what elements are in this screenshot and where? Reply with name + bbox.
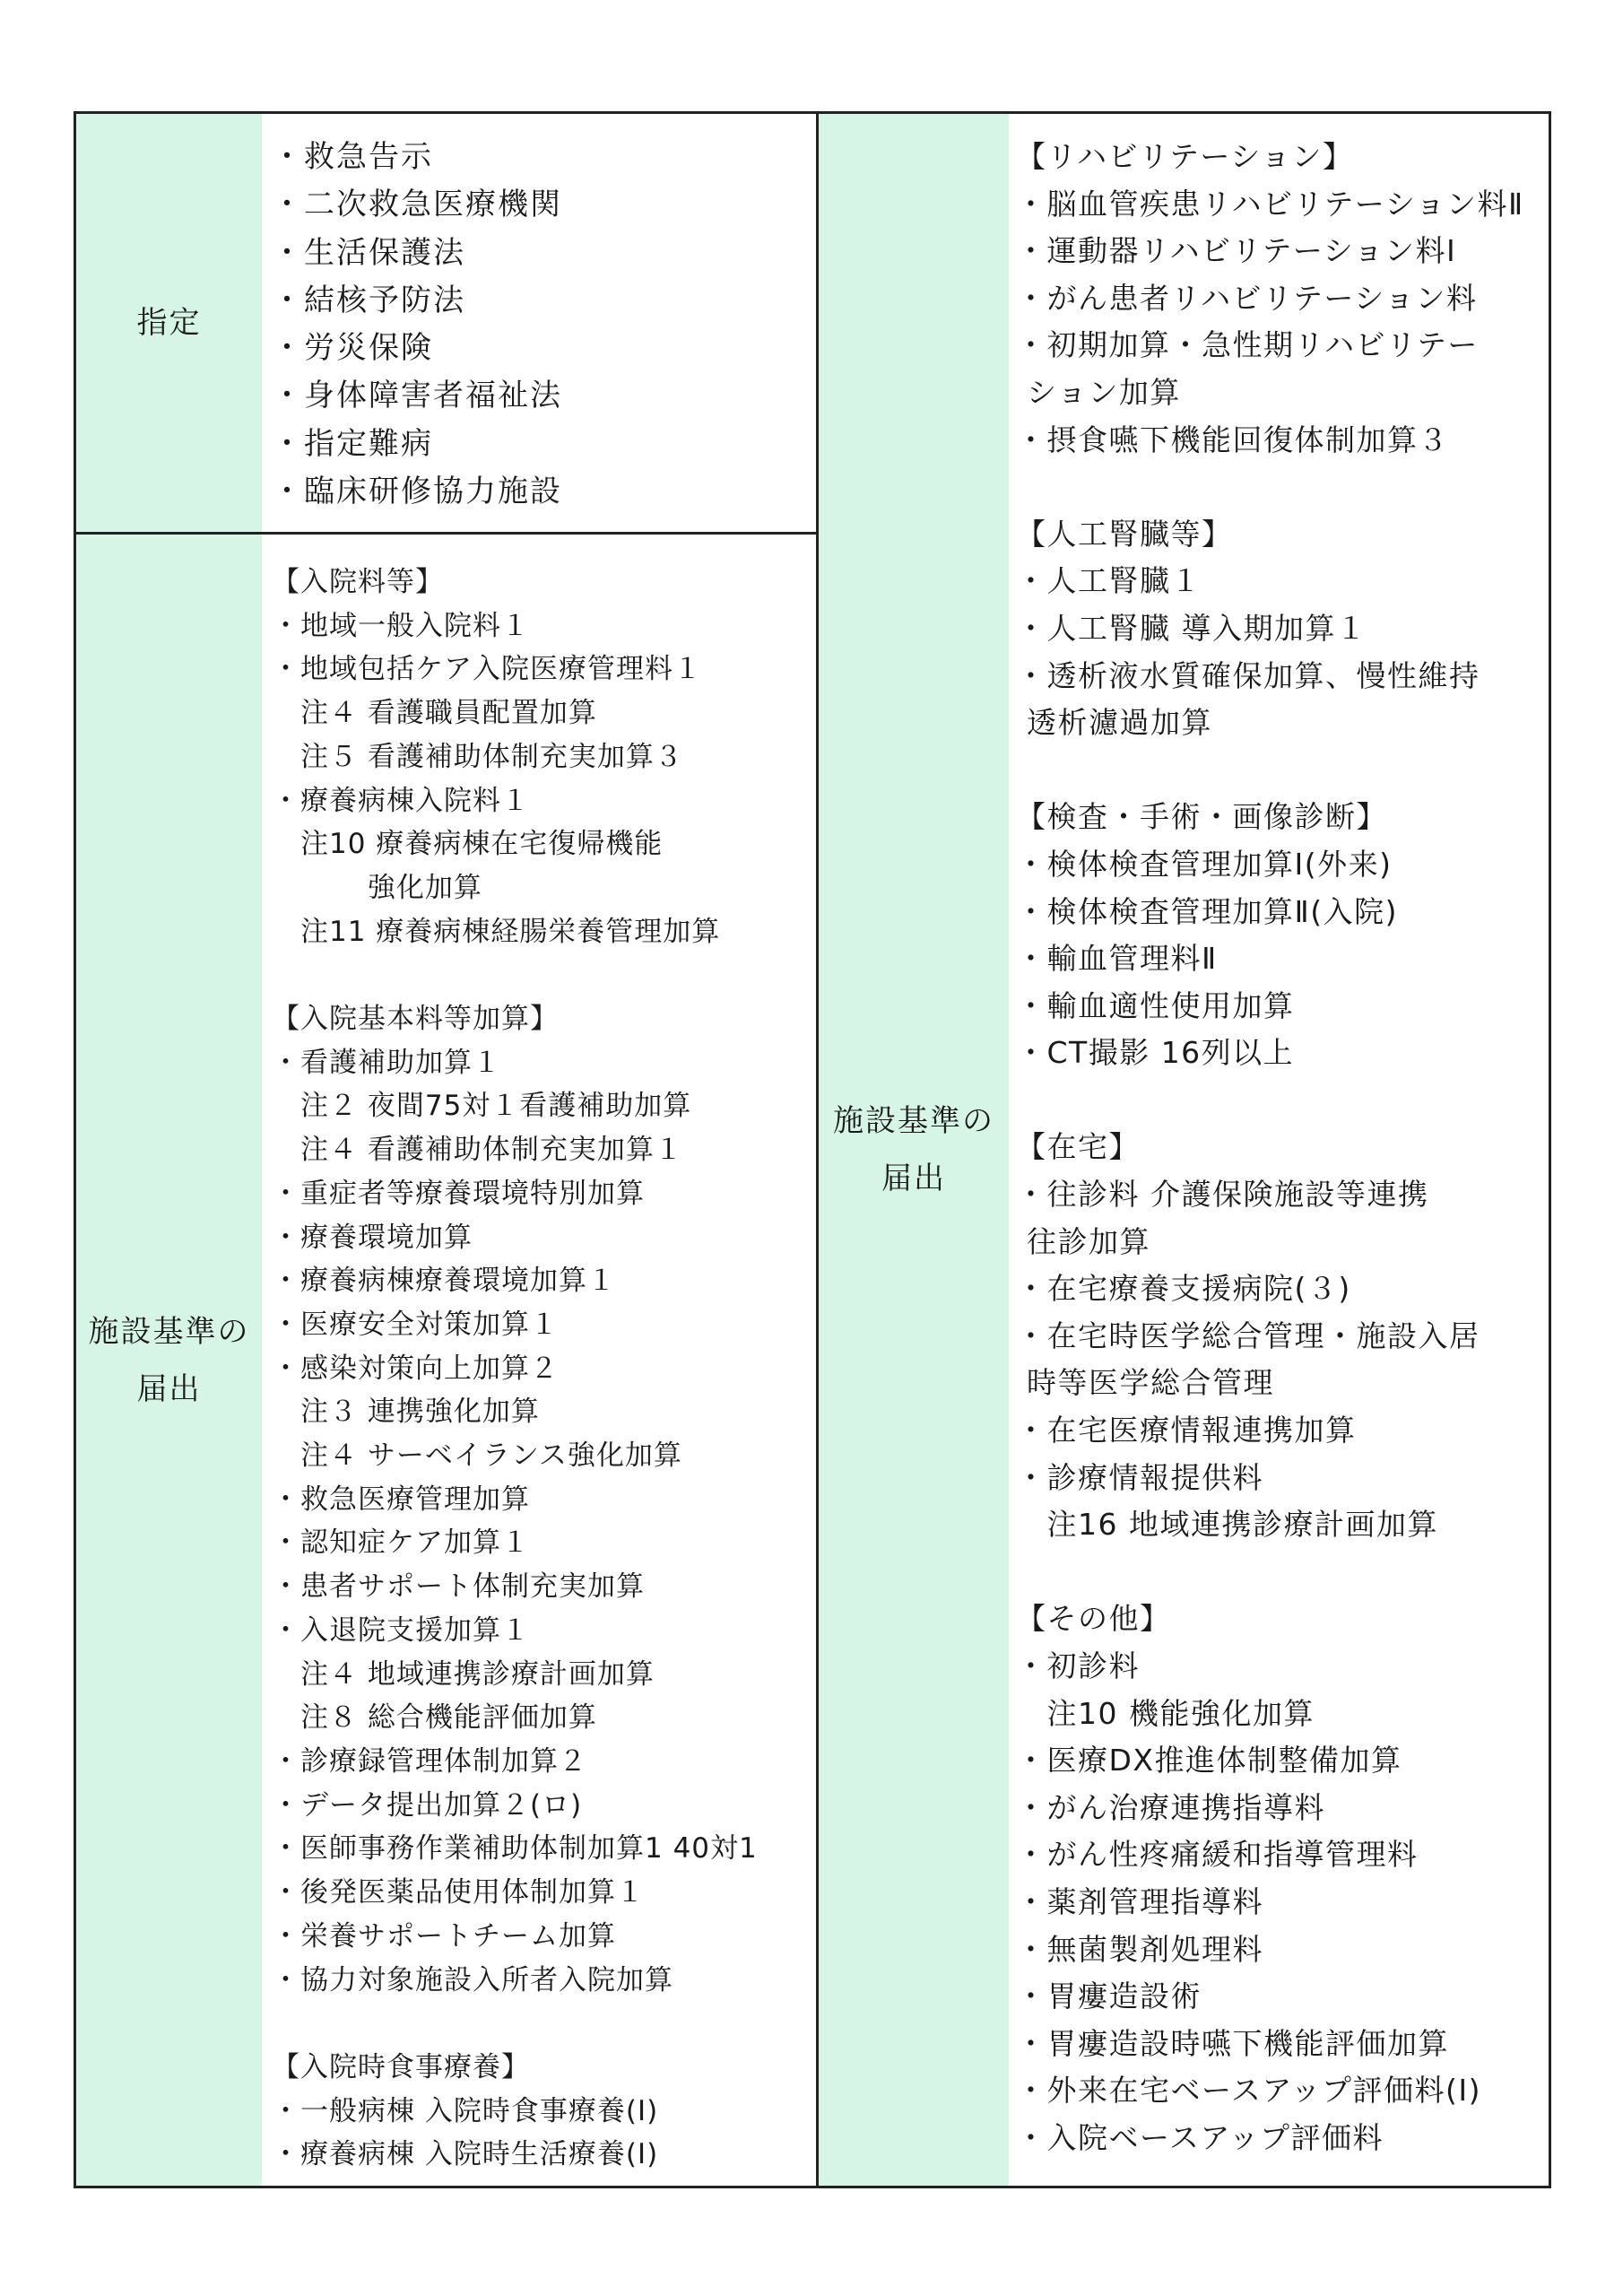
list-item bbox=[1016, 747, 1524, 795]
designation-list bbox=[272, 134, 562, 516]
list-item: ・在宅医療情報連携加算 bbox=[1016, 1413, 1357, 1448]
list-item: ・外来在宅ベースアップ評価料(Ⅰ) bbox=[1016, 2073, 1482, 2109]
list-item bbox=[1016, 1549, 1524, 1596]
list-item: ・一般病棟 入院時食事療養(Ⅰ) bbox=[272, 2094, 659, 2127]
list-item: ・入院ベースアップ評価料 bbox=[1016, 2119, 1384, 2155]
list-item: 往診加算 bbox=[1016, 1223, 1150, 1259]
list-item: ・がん性疼痛緩和指導管理料 bbox=[1016, 1837, 1419, 1873]
list-item: ・人工腎臓 導入期加算１ bbox=[1016, 610, 1367, 646]
left-facility-list bbox=[272, 561, 758, 2177]
list-item: 注16 地域連携診療計画加算 bbox=[1016, 1507, 1438, 1543]
list-item: ・輸血適性使用加算 bbox=[1016, 987, 1295, 1023]
list-item: ・医師事務作業補助体制加算1 40対1 bbox=[272, 1832, 758, 1866]
list-item: ・協力対象施設入所者入院加算 bbox=[272, 1963, 673, 1996]
list-item: ・往診料 介護保険施設等連携 bbox=[1016, 1177, 1429, 1213]
list-item: ・感染対策向上加算２ bbox=[272, 1352, 559, 1385]
list-item: ・臨床研修協力施設 bbox=[272, 474, 562, 510]
list-item: 注４ 看護職員配置加算 bbox=[272, 697, 597, 730]
list-item: 注３ 連携強化加算 bbox=[272, 1396, 540, 1429]
list-item: 【入院料等】 bbox=[272, 566, 444, 598]
left-facility-header bbox=[76, 535, 262, 2186]
list-item: ・胃瘻造設時嚥下機能評価加算 bbox=[1016, 2025, 1449, 2061]
list-item: 【在宅】 bbox=[1016, 1129, 1140, 1165]
list-item: 透析濾過加算 bbox=[1016, 705, 1212, 741]
list-item: 【入院時食事療養】 bbox=[272, 2050, 530, 2083]
list-item: 【入院基本料等加算】 bbox=[272, 1003, 559, 1036]
list-item bbox=[272, 2002, 758, 2046]
list-item: 注４ 看護補助体制充実加算１ bbox=[272, 1134, 683, 1167]
list-item: ・脳血管疾患リハビリテーション料Ⅱ bbox=[1016, 186, 1524, 222]
list-item: ・在宅療養支援病院(３) bbox=[1016, 1271, 1351, 1307]
list-item bbox=[1016, 464, 1524, 511]
list-item: ・指定難病 bbox=[272, 425, 433, 462]
list-item: 強化加算 bbox=[272, 871, 482, 904]
list-item: ・入退院支援加算１ bbox=[272, 1613, 530, 1647]
center-divider bbox=[816, 114, 819, 2186]
list-item: ・診療録管理体制加算２ bbox=[272, 1744, 587, 1778]
designation-header bbox=[76, 114, 262, 532]
list-item: 時等医学総合管理 bbox=[1016, 1365, 1274, 1401]
list-item: ・人工腎臓１ bbox=[1016, 563, 1202, 599]
list-item: ・結核予防法 bbox=[272, 282, 465, 318]
list-item: ・医療安全対策加算１ bbox=[272, 1308, 559, 1341]
list-item: ・無菌製剤処理料 bbox=[1016, 1931, 1263, 1967]
list-item: ・後発医薬品使用体制加算１ bbox=[272, 1876, 645, 1909]
list-item: ・がん治療連携指導料 bbox=[1016, 1789, 1325, 1825]
list-item: ・身体障害者福祉法 bbox=[272, 378, 562, 414]
designation-divider bbox=[76, 532, 817, 535]
list-item: 注10 機能強化加算 bbox=[1016, 1695, 1315, 1731]
list-item: ・検体検査管理加算Ⅱ(入院) bbox=[1016, 893, 1398, 929]
right-facility-list bbox=[1016, 134, 1524, 2162]
list-item: ・重症者等療養環境特別加算 bbox=[272, 1177, 645, 1210]
list-item: 注11 療養病棟経腸栄養管理加算 bbox=[272, 915, 721, 948]
list-item: ・患者サポート体制充実加算 bbox=[272, 1570, 645, 1604]
list-item: 【リハビリテーション】 bbox=[1016, 139, 1354, 174]
list-item: ・救急医療管理加算 bbox=[272, 1483, 530, 1516]
list-item: 【検査・手術・画像診断】 bbox=[1016, 799, 1387, 835]
list-item: ・療養環境加算 bbox=[272, 1221, 473, 1254]
list-item: ・労災保険 bbox=[272, 330, 433, 367]
list-item: 注４ サーベイランス強化加算 bbox=[272, 1439, 682, 1473]
list-item: ・初期加算・急性期リハビリテー bbox=[1016, 327, 1479, 363]
list-item: ・地域包括ケア入院医療管理料１ bbox=[272, 653, 702, 686]
facility-table bbox=[74, 111, 1551, 2188]
list-item: ・生活保護法 bbox=[272, 234, 465, 271]
list-item: 【人工腎臓等】 bbox=[1016, 516, 1233, 552]
left-facility-label: 施設基準の 届出 bbox=[88, 1313, 250, 1407]
list-item: ・検体検査管理加算Ⅰ(外来) bbox=[1016, 846, 1393, 882]
list-item: ・療養病棟療養環境加算１ bbox=[272, 1265, 616, 1298]
list-item: ・地域一般入院料１ bbox=[272, 609, 530, 642]
list-item: ・療養病棟 入院時生活療養(Ⅰ) bbox=[272, 2138, 659, 2171]
list-item: ・療養病棟入院料１ bbox=[272, 784, 530, 817]
list-item: 注４ 地域連携診療計画加算 bbox=[272, 1657, 655, 1691]
list-item: ・初診料 bbox=[1016, 1648, 1140, 1683]
list-item: 注８ 総合機能評価加算 bbox=[272, 1701, 597, 1735]
list-item: ・在宅時医学総合管理・施設入居 bbox=[1016, 1318, 1480, 1353]
list-item: ・輸血管理料Ⅱ bbox=[1016, 941, 1218, 977]
list-item: ・透析液水質確保加算、慢性維持 bbox=[1016, 657, 1480, 693]
list-item bbox=[1016, 1077, 1524, 1125]
designation-label: 指定 bbox=[136, 305, 202, 341]
list-item: ・看護補助加算１ bbox=[272, 1046, 501, 1079]
list-item: ・二次救急医療機関 bbox=[272, 187, 562, 223]
list-item: ・胃瘻造設術 bbox=[1016, 1979, 1202, 2014]
list-item: ション加算 bbox=[1016, 374, 1181, 410]
list-item bbox=[272, 953, 758, 997]
list-item: ・運動器リハビリテーション料Ⅰ bbox=[1016, 233, 1457, 269]
list-item: ・摂食嚥下機能回復体制加算３ bbox=[1016, 422, 1449, 457]
list-item: ・データ提出加算２(ロ) bbox=[272, 1788, 583, 1822]
list-item: 注２ 夜間75対１看護補助加算 bbox=[272, 1090, 692, 1123]
list-item: 注５ 看護補助体制充実加算３ bbox=[272, 740, 683, 773]
list-item: 注10 療養病棟在宅復帰機能 bbox=[272, 828, 664, 861]
right-facility-header bbox=[819, 114, 1009, 2186]
list-item: ・診療情報提供料 bbox=[1016, 1459, 1263, 1495]
list-item: ・がん患者リハビリテーション料 bbox=[1016, 280, 1478, 316]
list-item: ・CT撮影 16列以上 bbox=[1016, 1035, 1295, 1071]
list-item: ・栄養サポートチーム加算 bbox=[272, 1919, 616, 1952]
list-item: 【その他】 bbox=[1016, 1601, 1171, 1637]
list-item: ・認知症ケア加算１ bbox=[272, 1526, 530, 1560]
list-item: ・救急告示 bbox=[272, 139, 433, 175]
list-item: ・医療DX推進体制整備加算 bbox=[1016, 1743, 1402, 1779]
right-facility-label: 施設基準の 届出 bbox=[833, 1103, 994, 1196]
list-item: ・薬剤管理指導料 bbox=[1016, 1883, 1263, 1919]
